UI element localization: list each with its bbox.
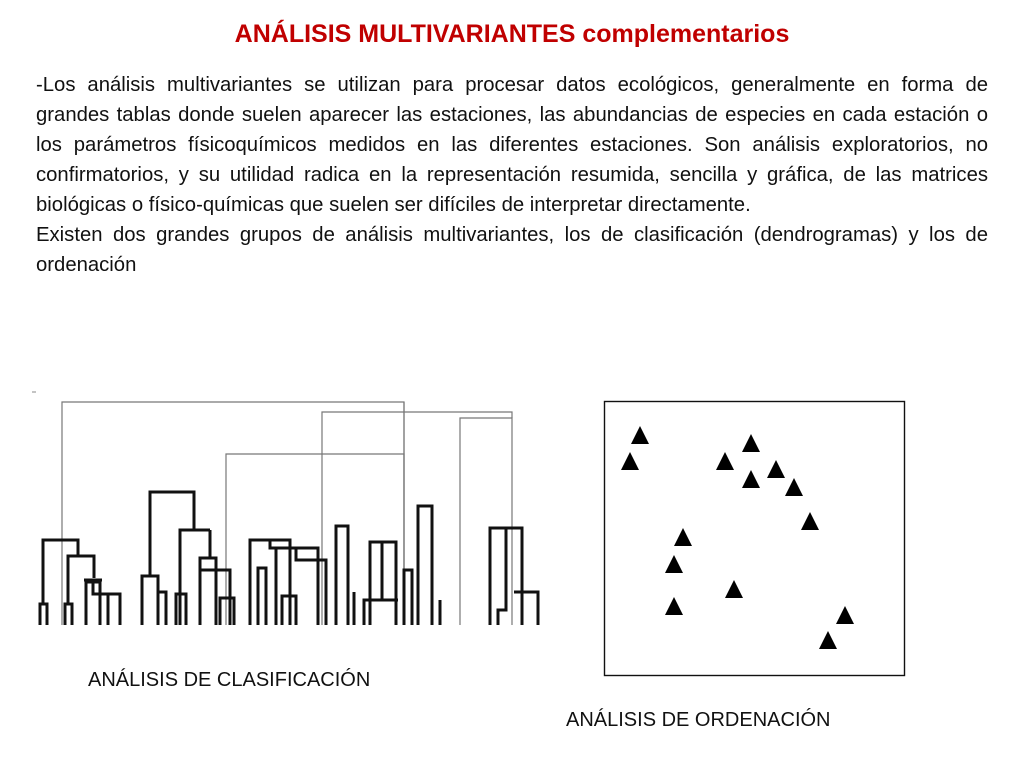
ordination-point-13 <box>836 606 854 624</box>
ordination-point-7 <box>785 478 803 496</box>
ordination-point-5 <box>767 460 785 478</box>
ordination-point-6 <box>742 470 760 488</box>
ordination-point-8 <box>801 512 819 530</box>
paragraph-2: Existen dos grandes grupos de análisis multivariantes, los de clasificación (dendrogramas) y los de ordenación <box>36 224 988 276</box>
ordination-point-1 <box>631 426 649 444</box>
body-text <box>36 70 988 280</box>
ordination-point-12 <box>665 597 683 615</box>
ordination-point-3 <box>742 434 760 452</box>
dendrogram-clusters <box>40 492 538 625</box>
ordination-point-11 <box>725 580 743 598</box>
classification-caption: ANÁLISIS DE CLASIFICACIÓN <box>88 669 371 691</box>
dendrogram-extra-leaves <box>158 568 412 625</box>
ordination-plot <box>596 398 908 680</box>
dendrogram-figure <box>0 380 560 630</box>
ordination-points <box>621 426 854 649</box>
ordination-point-4 <box>716 452 734 470</box>
slide-title: ANÁLISIS MULTIVARIANTES complementarios <box>234 20 790 48</box>
paragraph-1: -Los análisis multivariantes se utilizan para procesar datos ecológicos, generalmente en forma de grandes tablas donde suelen aparecer las estaciones, las abundancias de especies en cada estación o los parámetros físicoquímicos medidos en las diferentes estaciones. Son análisis exploratorios, no confirmatorios, y su utilidad radica en la representación resumida, sencilla y gráfica, de las matrices biológicas o físico-químicas que suelen ser difíciles de interpretar directamente. <box>36 74 988 216</box>
dendrogram-thin-links <box>62 402 512 625</box>
ordination-point-10 <box>665 555 683 573</box>
ordination-point-14 <box>819 631 837 649</box>
ordination-point-9 <box>674 528 692 546</box>
ordination-point-2 <box>621 452 639 470</box>
ordination-caption: ANÁLISIS DE ORDENACIÓN <box>566 709 831 731</box>
